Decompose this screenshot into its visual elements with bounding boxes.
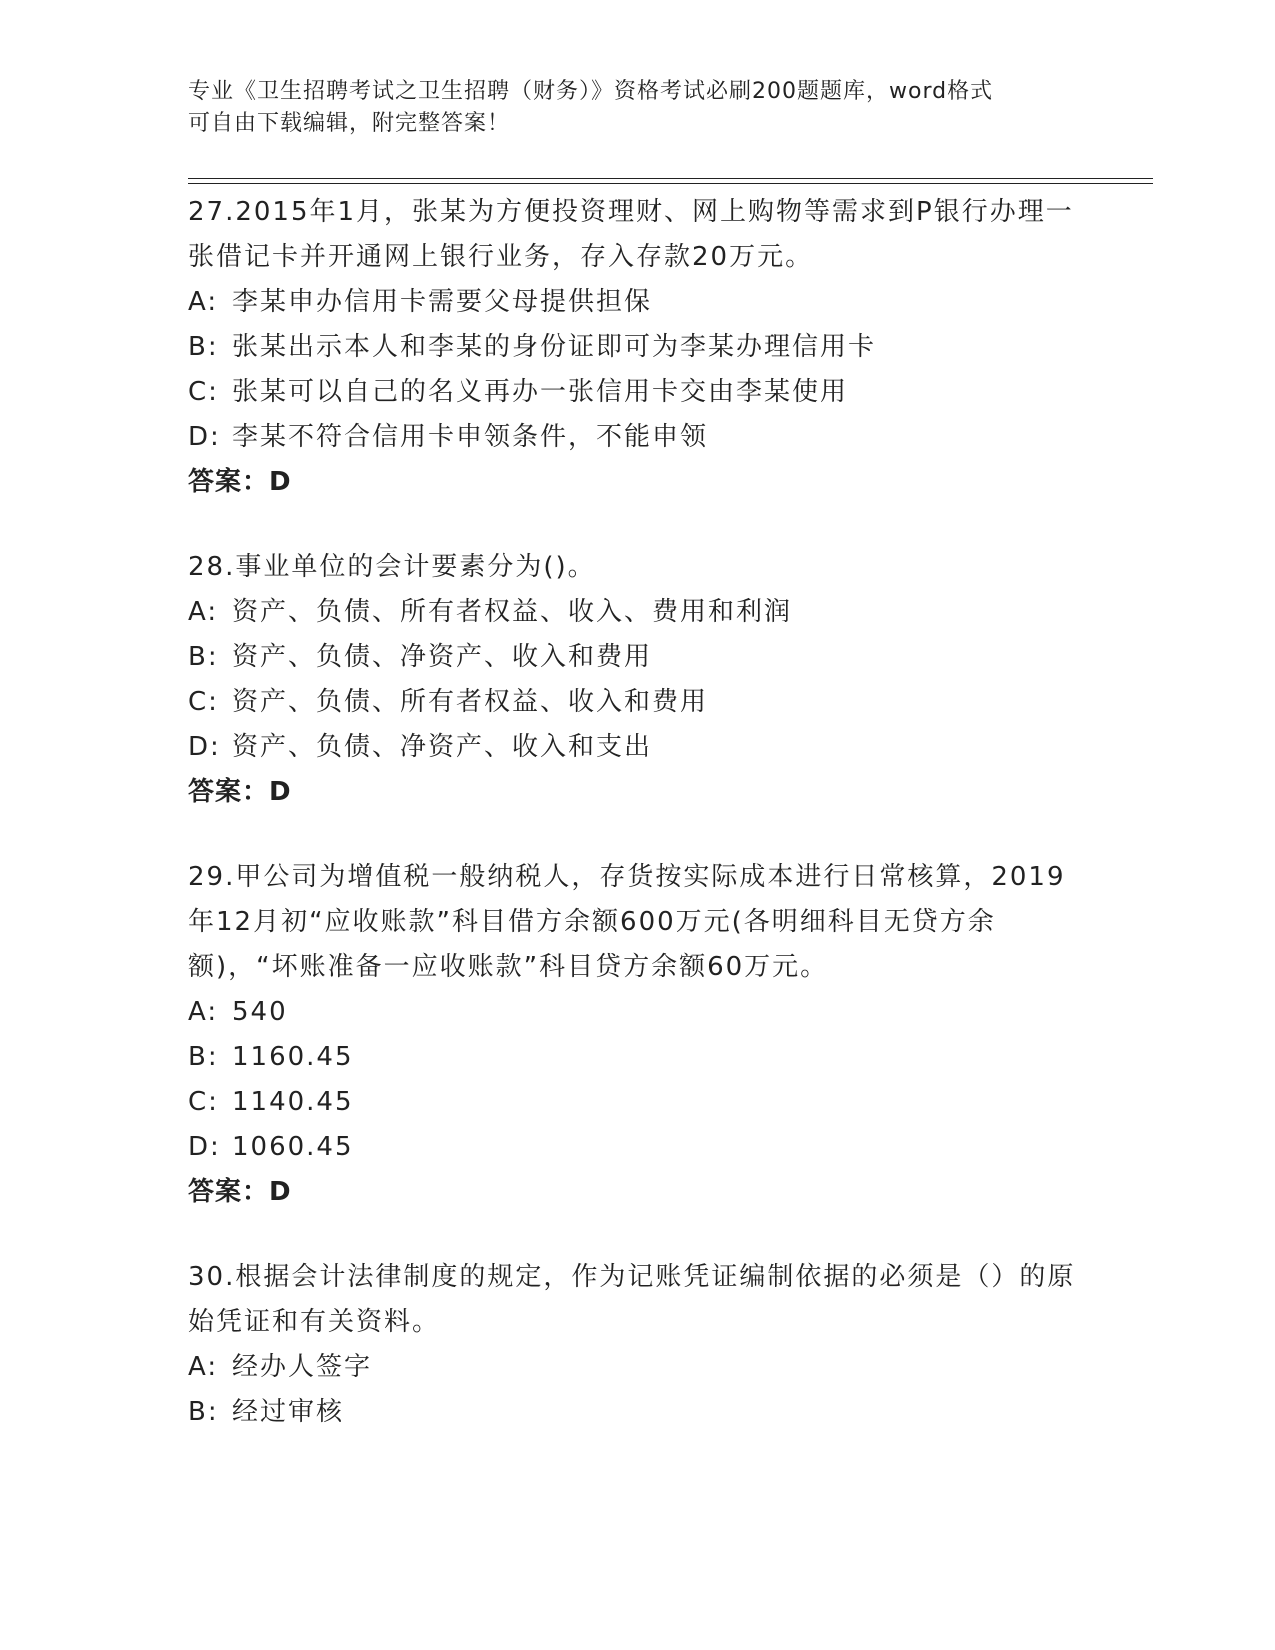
- document-header: [188, 76, 1088, 140]
- option-a: [188, 1345, 1088, 1390]
- option-text: 1060.45: [232, 1132, 354, 1162]
- header-line-1: 专业《卫生招聘考试之卫生招聘（财务）》资格考试必刷200题题库，word格式: [188, 79, 994, 104]
- question-list: [188, 190, 1088, 1475]
- header-divider: [188, 178, 1153, 184]
- option-key: D:: [188, 1132, 221, 1162]
- option-c: [188, 1080, 1088, 1125]
- option-key: C:: [188, 377, 219, 407]
- option-key: C:: [188, 1087, 219, 1117]
- option-key: C:: [188, 687, 219, 717]
- option-key: D:: [188, 732, 221, 762]
- option-d: [188, 725, 1088, 770]
- option-b: [188, 635, 1088, 680]
- option-text: 1160.45: [232, 1042, 354, 1072]
- option-a: [188, 590, 1088, 635]
- option-key: A:: [188, 997, 219, 1027]
- option-key: A:: [188, 1352, 219, 1382]
- option-text: 张某出示本人和李某的身份证即可为李某办理信用卡: [232, 332, 877, 362]
- question-stem: 27.2015年1月，张某为方便投资理财、网上购物等需求到P银行办理一张借记卡并开通网上银行业务，存入存款20万元。: [188, 197, 1074, 272]
- option-c: [188, 680, 1088, 725]
- option-b: [188, 325, 1088, 370]
- option-text: 李某不符合信用卡申领条件，不能申领: [232, 422, 709, 452]
- option-d: [188, 415, 1088, 460]
- option-c: [188, 370, 1088, 415]
- option-text: 1140.45: [232, 1087, 354, 1117]
- option-key: A:: [188, 287, 219, 317]
- answer-label: 答案：D: [188, 467, 292, 497]
- answer-label: 答案：D: [188, 1177, 292, 1207]
- option-d: [188, 1125, 1088, 1170]
- question-stem: 28.事业单位的会计要素分为()。: [188, 552, 596, 582]
- option-text: 经办人签字: [232, 1352, 373, 1382]
- option-key: B:: [188, 1042, 219, 1072]
- option-text: 资产、负债、所有者权益、收入、费用和利润: [232, 597, 793, 627]
- option-text: 资产、负债、所有者权益、收入和费用: [232, 687, 709, 717]
- option-text: 张某可以自己的名义再办一张信用卡交由李某使用: [232, 377, 849, 407]
- question-27: [188, 190, 1088, 505]
- option-a: [188, 280, 1088, 325]
- option-b: [188, 1035, 1088, 1080]
- question-stem: 29.甲公司为增值税一般纳税人，存货按实际成本进行日常核算，2019年12月初“应收账款”科目借方余额600万元(各明细科目无贷方余额)，“坏账准备一应收账款”科目贷方余额60万元。: [188, 862, 1066, 982]
- option-text: 资产、负债、净资产、收入和费用: [232, 642, 653, 672]
- answer-label: 答案：D: [188, 777, 292, 807]
- option-b: [188, 1390, 1088, 1435]
- option-text: 李某申办信用卡需要父母提供担保: [232, 287, 653, 317]
- option-key: D:: [188, 422, 221, 452]
- question-29: [188, 855, 1088, 1215]
- option-key: B:: [188, 332, 219, 362]
- option-key: A:: [188, 597, 219, 627]
- question-28: [188, 545, 1088, 815]
- option-text: 经过审核: [232, 1397, 345, 1427]
- question-stem: 30.根据会计法律制度的规定，作为记账凭证编制依据的必须是（）的原始凭证和有关资料。: [188, 1262, 1076, 1337]
- option-key: B:: [188, 1397, 219, 1427]
- option-key: B:: [188, 642, 219, 672]
- option-a: [188, 990, 1088, 1035]
- option-text: 资产、负债、净资产、收入和支出: [232, 732, 653, 762]
- header-line-2: 可自由下载编辑，附完整答案！: [188, 111, 511, 136]
- question-30: [188, 1255, 1088, 1435]
- option-text: 540: [232, 997, 288, 1027]
